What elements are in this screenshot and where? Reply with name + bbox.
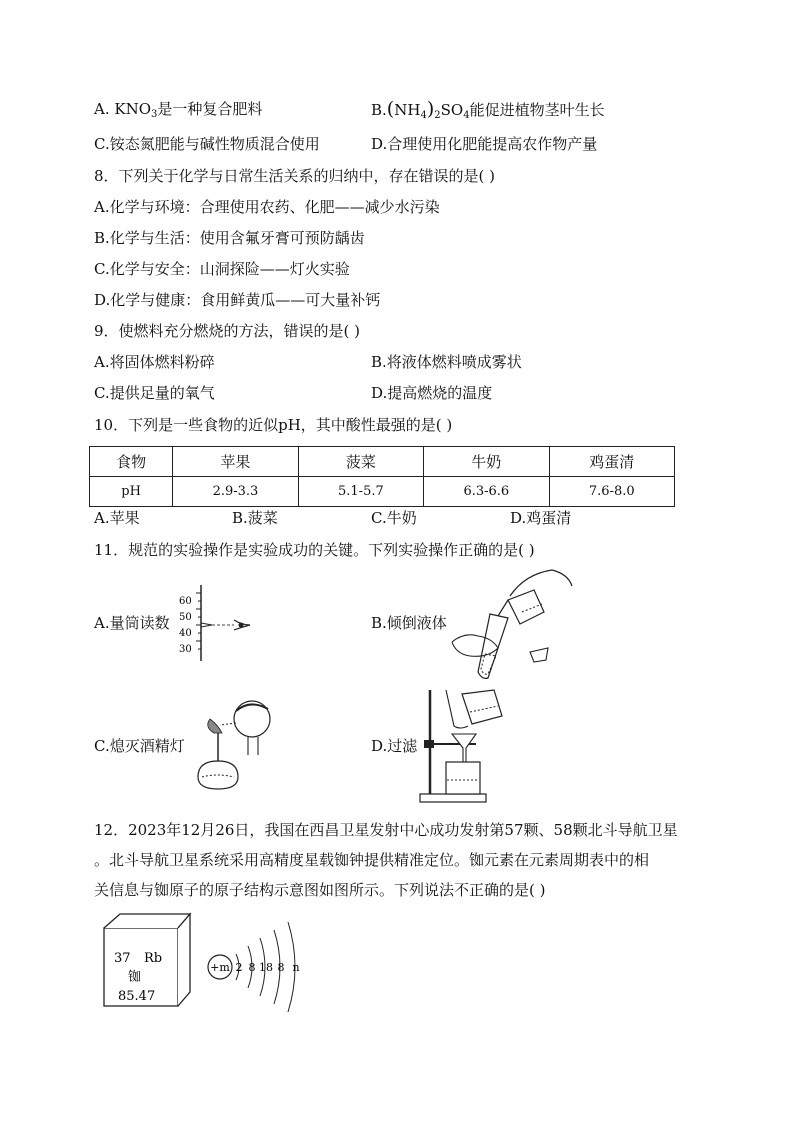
cylinder-label: 60 [179,596,192,607]
liquid-meniscus [201,623,212,627]
q7-option-b-sub3: 4 [463,110,470,121]
filtration-figure [418,686,513,806]
table-header-cell: 鸡蛋清 [549,447,674,477]
q7-option-b-sub2: 2 [434,110,441,121]
iron-stand-base [420,794,486,802]
q7-option-a[interactable] [94,99,262,119]
shell-electrons: 8 [277,961,285,974]
liquid-stream [498,600,508,616]
shell-electrons: 18 [259,961,273,974]
eye-pupil [239,623,244,628]
flame-icon [208,719,222,733]
q7-option-a-prefix: A. KNO [94,100,151,118]
q9-stem: 9．使燃料充分燃烧的方法，错误的是( ) [94,322,361,340]
table-header-cell: 菠菜 [298,447,423,477]
cylinder-label: 50 [179,612,192,623]
q12-line-2: 。北斗导航卫星系统采用高精度星载铷钟提供精准定位。铷元素在元素周期表中的相 [94,851,650,869]
cylinder-label: 40 [179,628,192,639]
q7-option-b-prefix: B. [371,101,387,119]
q10-option-c[interactable]: C.牛奶 [371,509,417,527]
q11-option-d[interactable]: D.过滤 [371,737,418,755]
ph-table [89,446,675,507]
table-cell: 5.1-5.7 [298,477,423,507]
q7-option-b[interactable] [371,99,605,120]
q7-option-c[interactable]: C.铵态氮肥能与碱性物质混合使用 [94,135,320,153]
q8-option-b[interactable]: B.化学与生活：使用含氟牙膏可预防龋齿 [94,229,365,247]
table-header-cell: 苹果 [173,447,298,477]
q10-option-d[interactable]: D.鸡蛋清 [510,509,572,527]
funnel [452,734,476,766]
graduated-cylinder-figure [176,585,256,663]
q9-option-d[interactable]: D.提高燃烧的温度 [371,384,493,402]
reagent-bottle [508,590,544,624]
q7-option-a-text: 是一种复合肥料 [157,100,263,118]
atomic-number: 37 [114,951,131,966]
table-cell: 2.9-3.3 [173,477,298,507]
table-header-cell: 牛奶 [424,447,549,477]
q7-option-a-sub: 3 [151,109,158,120]
beaker-receiving [446,762,480,794]
table-cell: 7.6-8.0 [549,477,674,507]
q8-stem: 8．下列关于化学与日常生活关系的归纳中，存在错误的是( ) [94,167,496,185]
table-header-cell: 食物 [90,447,173,477]
q11-stem: 11．规范的实验操作是实验成功的关键。下列实验操作正确的是( ) [94,541,535,559]
clamp-knob [424,740,434,748]
q9-option-b[interactable]: B.将液体燃料喷成雾状 [371,353,522,371]
q7-option-d[interactable]: D.合理使用化肥能提高农作物产量 [371,135,598,153]
q10-stem: 10．下列是一些食物的近似pH，其中酸性最强的是( ) [94,416,453,434]
shell-electrons: n [292,961,300,974]
table-row [90,447,675,477]
shell-electrons: 2 [235,961,243,974]
q8-option-a[interactable]: A.化学与环境：合理使用农药、化肥——减少水污染 [94,198,440,216]
element-card-side [178,914,190,1006]
table-row [90,477,675,507]
q7-option-b-formula: NH [394,101,421,119]
element-card-top [104,914,190,928]
q11-option-c[interactable]: C.熄灭酒精灯 [94,737,185,755]
extinguish-lamp-figure [192,693,288,793]
blow-air [220,723,236,725]
q8-option-d[interactable]: D.化学与健康：食用鲜黄瓜——可大量补钙 [94,291,381,309]
q7-option-b-sub1: 4 [420,110,427,121]
element-symbol: Rb [144,951,163,966]
element-name: 铷 [128,970,142,985]
close-paren: ) [426,98,435,120]
q11-option-a[interactable]: A.量筒读数 [94,614,170,632]
shell-electrons: 8 [248,961,256,974]
beaker-pouring [462,690,502,724]
pouring-liquid-figure [450,568,575,680]
table-cell: pH [90,477,173,507]
test-tube [478,614,508,678]
hand-outline [510,570,572,596]
bottle-stopper [530,648,548,662]
q9-option-c[interactable]: C.提供足量的氧气 [94,384,215,402]
table-cell: 6.3-6.6 [424,477,549,507]
rubidium-info-figure [100,912,300,1012]
q7-option-b-text: 能促进植物茎叶生长 [469,101,605,119]
q10-option-a[interactable]: A.苹果 [94,509,140,527]
q12-line-3: 关信息与铷原子的原子结构示意图如图所示。下列说法不正确的是( ) [94,881,546,899]
q12-line-1: 12．2023年12月26日，我国在西昌卫星发射中心成功发射第57颗、58颗北斗导航卫星 [94,821,678,839]
q7-option-b-so: SO [440,101,464,119]
atomic-mass: 85.47 [118,989,156,1004]
cylinder-label: 30 [179,644,192,655]
q8-option-c[interactable]: C.化学与安全：山洞探险——灯火实验 [94,260,350,278]
q9-option-a[interactable]: A.将固体燃料粉碎 [94,353,215,371]
person-neck [248,737,258,755]
q11-option-b[interactable]: B.倾倒液体 [371,614,447,632]
open-paren: ( [386,98,395,120]
nucleus-charge: +m [210,961,230,974]
q10-option-b[interactable]: B.菠菜 [232,509,278,527]
